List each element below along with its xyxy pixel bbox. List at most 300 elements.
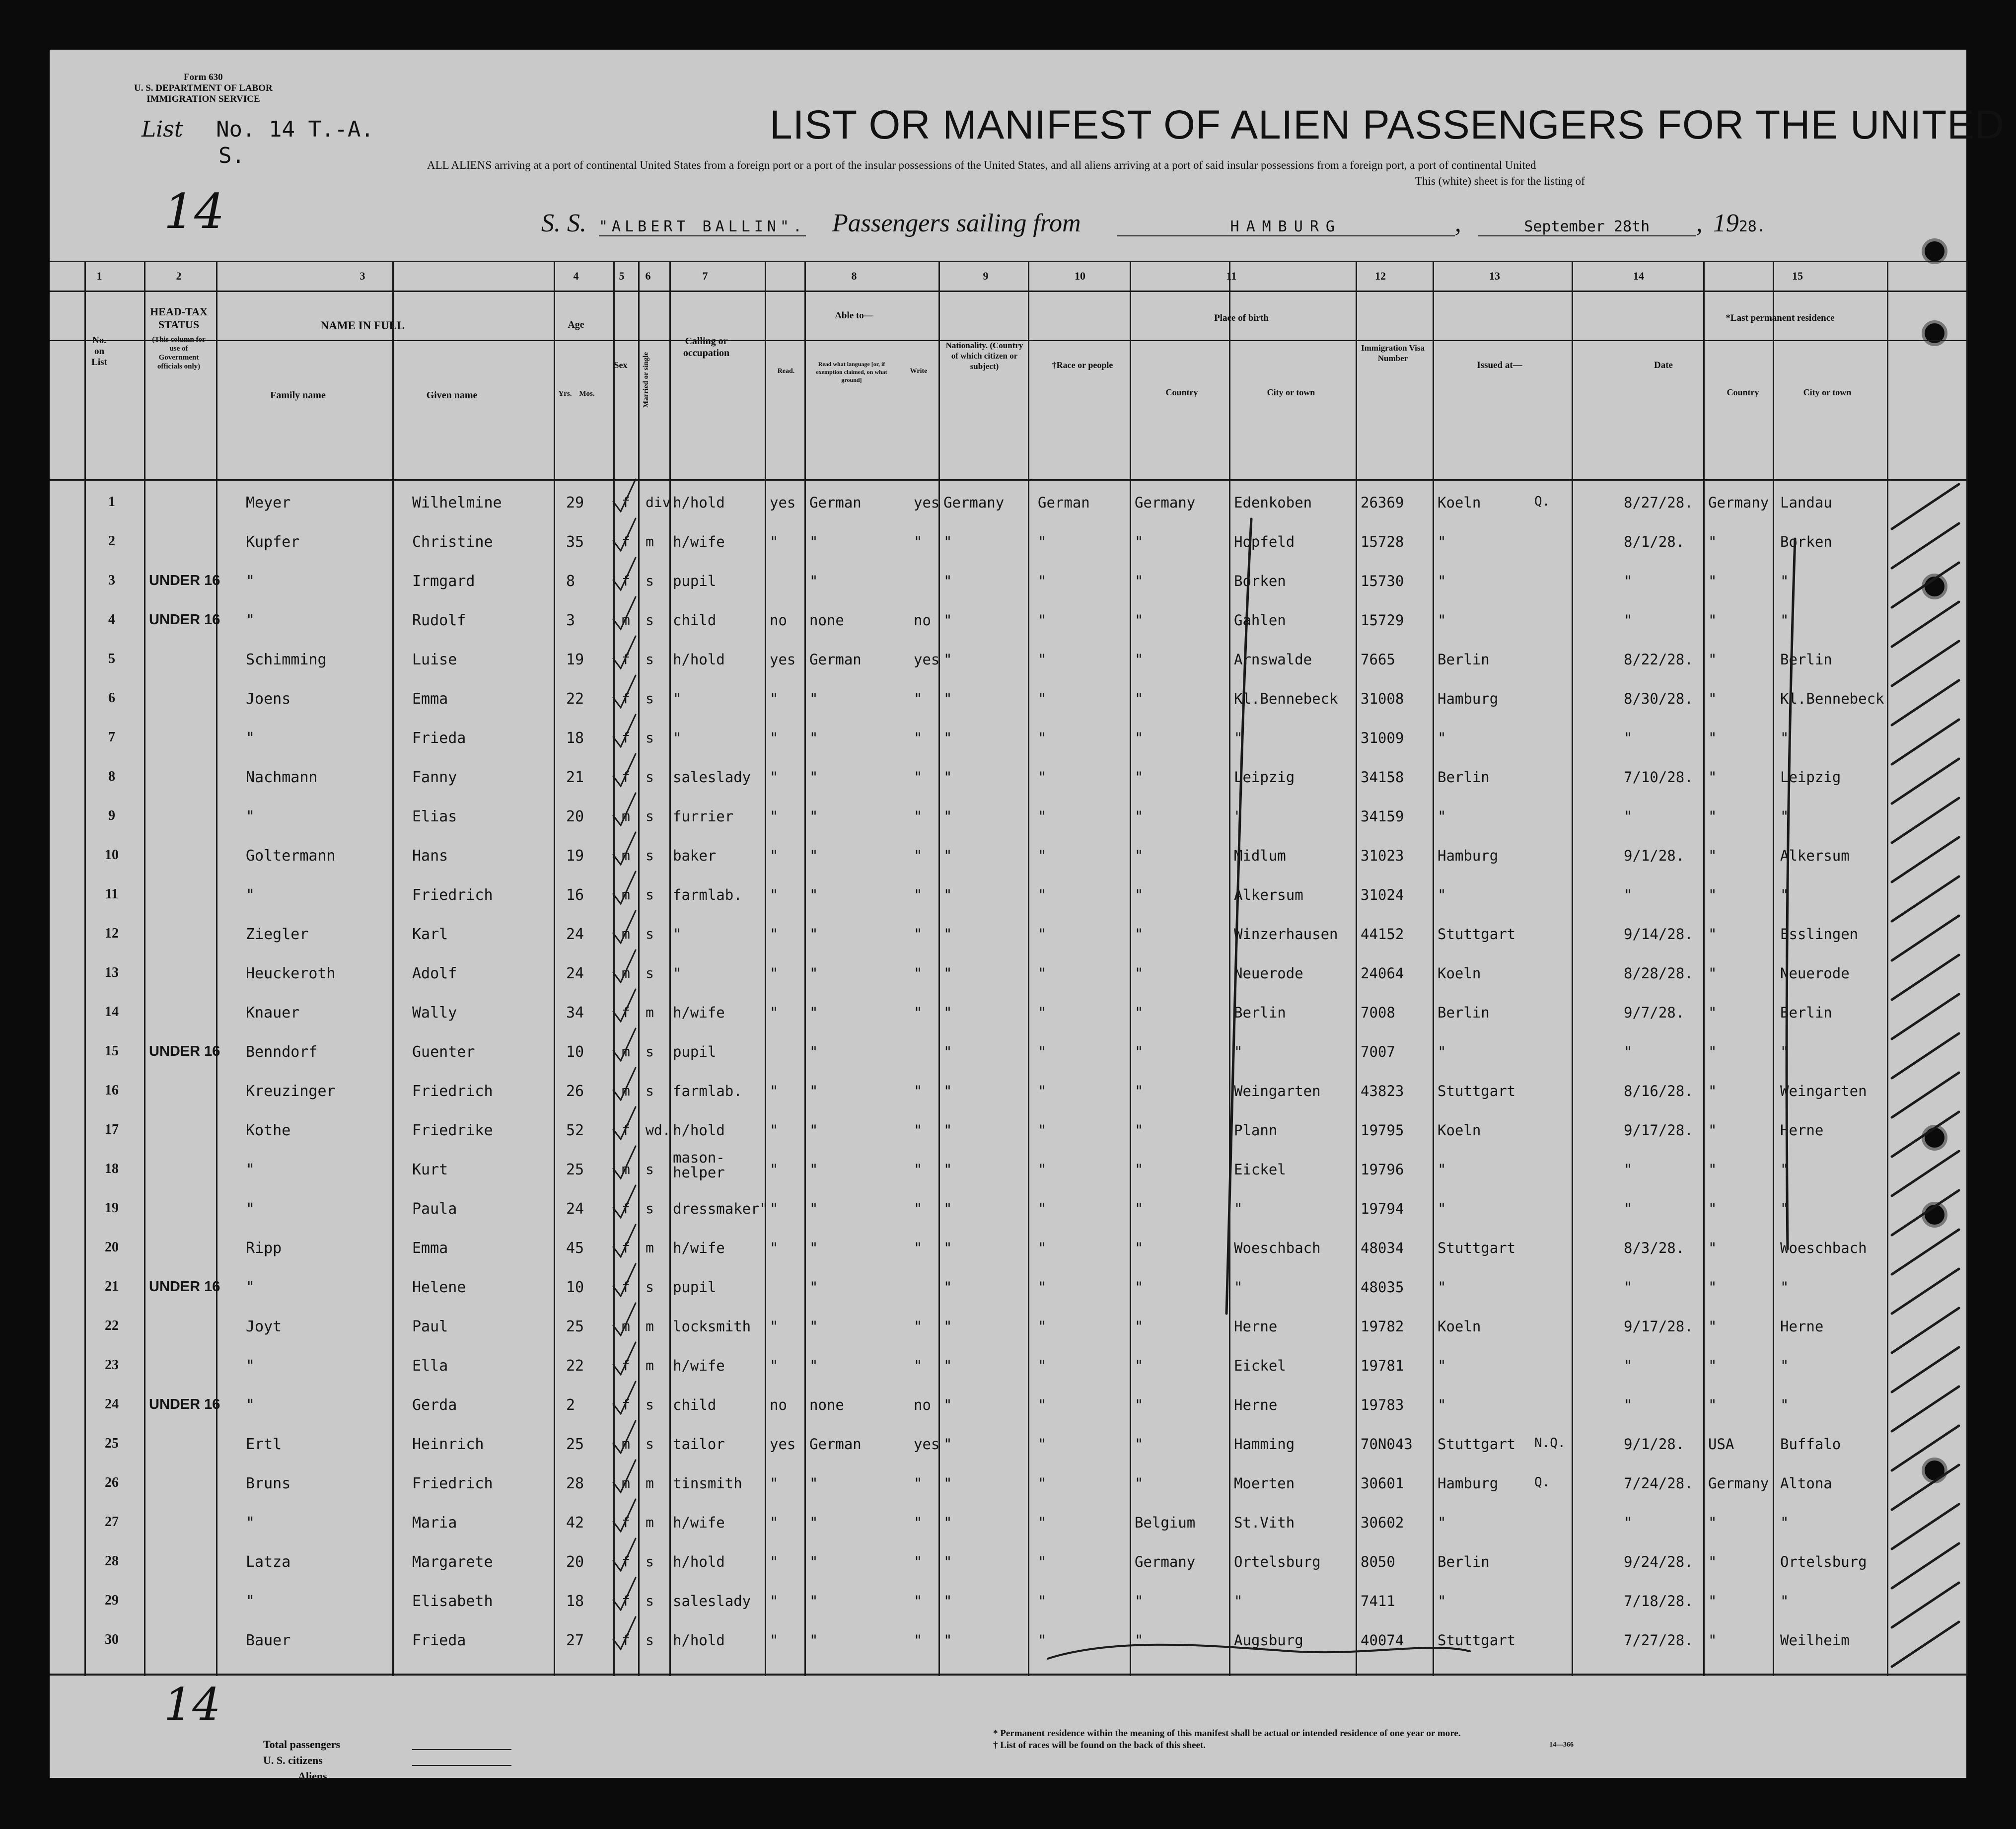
can-write: " — [914, 730, 923, 746]
sex: f — [622, 1553, 630, 1570]
check-mark — [613, 1499, 636, 1532]
check-mark — [613, 832, 636, 865]
nationality: " — [943, 886, 952, 903]
read-language: " — [809, 1553, 818, 1570]
marital-status: m — [646, 1475, 654, 1491]
read-language: " — [809, 573, 818, 589]
marital-status: s — [646, 808, 654, 824]
given-name: Emma — [412, 690, 448, 708]
can-write: " — [914, 1240, 923, 1256]
residence-city: Berlin — [1780, 651, 1832, 668]
occupation: " — [673, 690, 682, 707]
residence-country: " — [1708, 1122, 1717, 1139]
slash-mark — [1892, 523, 1959, 568]
sex: f — [622, 1514, 630, 1531]
birth-city: " — [1234, 1279, 1243, 1296]
head-tax-status: UNDER 16 — [149, 612, 220, 628]
visa-date: 8/28/28. — [1624, 965, 1693, 982]
nationality: " — [943, 1122, 952, 1139]
sex: m — [622, 926, 630, 942]
family-name: Joens — [246, 690, 291, 708]
read-language: German — [809, 494, 862, 511]
family-name: Schimming — [246, 651, 327, 668]
birth-country: " — [1135, 1200, 1144, 1217]
nationality: " — [943, 1632, 952, 1649]
can-read: " — [770, 808, 779, 825]
check-mark — [613, 1421, 636, 1453]
col-number: 6 — [645, 270, 651, 282]
row-number: 28 — [105, 1553, 119, 1569]
slash-mark — [1892, 994, 1959, 1039]
family-name: " — [246, 730, 255, 747]
visa-number: 34159 — [1361, 808, 1404, 825]
marital-status: m — [646, 1514, 654, 1531]
read-language: " — [809, 965, 818, 982]
birth-country: Germany — [1135, 494, 1196, 511]
race: " — [1038, 1632, 1047, 1649]
list-label: List — [142, 117, 183, 142]
birth-country: " — [1135, 1240, 1144, 1256]
col-number: 3 — [360, 270, 365, 282]
birth-city: Leipzig — [1234, 769, 1295, 786]
family-name: Joyt — [246, 1318, 282, 1335]
visa-number: 40074 — [1361, 1632, 1404, 1649]
row-number: 10 — [105, 847, 119, 863]
row-number: 13 — [105, 965, 119, 980]
can-read: " — [770, 1161, 779, 1178]
issued-at: Hamburg — [1438, 1475, 1499, 1492]
visa-date: " — [1624, 573, 1633, 589]
visa-date: 7/10/28. — [1624, 769, 1693, 786]
row-number: 1 — [108, 494, 115, 510]
visa-number: 70N043 — [1361, 1436, 1413, 1453]
header-family-name: Family name — [270, 390, 326, 401]
issued-at: Berlin — [1438, 1004, 1490, 1021]
given-name: Paula — [412, 1200, 457, 1218]
visa-date: " — [1624, 1200, 1633, 1217]
residence-country: " — [1708, 886, 1717, 903]
race: " — [1038, 533, 1047, 550]
birth-city: " — [1234, 730, 1243, 746]
header-age: Age — [568, 319, 584, 330]
col-number: 13 — [1489, 270, 1500, 282]
birth-city: Borken — [1234, 573, 1286, 589]
can-read: " — [770, 1240, 779, 1256]
residence-city: " — [1780, 808, 1789, 825]
residence-city: " — [1780, 573, 1789, 589]
nationality: " — [943, 730, 952, 746]
race: " — [1038, 1200, 1047, 1217]
race: " — [1038, 1396, 1047, 1413]
residence-country: " — [1708, 1043, 1717, 1060]
family-name: Bauer — [246, 1632, 291, 1649]
can-read: " — [770, 965, 779, 982]
issued-at: Berlin — [1438, 1553, 1490, 1570]
quota-status: N.Q. — [1534, 1436, 1566, 1451]
marital-status: s — [646, 1593, 654, 1609]
birth-country: Germany — [1135, 1553, 1196, 1570]
occupation: farmlab. — [673, 1083, 742, 1099]
issued-at: Koeln — [1438, 1318, 1481, 1335]
occupation: furrier — [673, 808, 734, 825]
slash-mark — [1892, 1151, 1959, 1196]
residence-city: Leipzig — [1780, 769, 1841, 786]
given-name: Christine — [412, 533, 493, 551]
visa-date: 9/1/28. — [1624, 1436, 1685, 1453]
visa-number: 48035 — [1361, 1279, 1404, 1296]
birth-city: Herne — [1234, 1396, 1278, 1413]
sex: f — [622, 1396, 630, 1413]
family-name: " — [246, 1161, 255, 1178]
given-name: Luise — [412, 651, 457, 668]
issued-at: Hamburg — [1438, 690, 1499, 707]
marital-status: s — [646, 612, 654, 628]
read-language: " — [809, 1161, 818, 1178]
check-mark — [613, 1185, 636, 1218]
can-write: " — [914, 1553, 923, 1570]
list-suffix: S. — [218, 143, 245, 168]
visa-number: 30602 — [1361, 1514, 1404, 1531]
check-mark — [613, 1068, 636, 1100]
residence-country: " — [1708, 1318, 1717, 1335]
header-age-yrs: Yrs. — [558, 390, 572, 398]
read-language: " — [809, 690, 818, 707]
family-name: " — [246, 1279, 255, 1296]
can-read: " — [770, 1004, 779, 1021]
visa-date: 7/18/28. — [1624, 1593, 1693, 1610]
residence-country: " — [1708, 1240, 1717, 1256]
visa-number: 7008 — [1361, 1004, 1395, 1021]
residence-country: " — [1708, 730, 1717, 746]
can-read: " — [770, 1553, 779, 1570]
family-name: Heuckeroth — [246, 965, 336, 982]
occupation: h/hold — [673, 651, 725, 668]
occupation: h/hold — [673, 1632, 725, 1649]
nationality: " — [943, 1279, 952, 1296]
visa-date: " — [1624, 1514, 1633, 1531]
ship-line: S. S. "ALBERT BALLIN". Passengers sailing from HAMBURG , September 28th , 1928. — [541, 209, 1766, 237]
row-number: 23 — [105, 1357, 119, 1373]
visa-date: 8/27/28. — [1624, 494, 1693, 511]
issued-at: " — [1438, 612, 1446, 629]
header-able-to: Able to— — [835, 310, 873, 321]
age-years: 42 — [566, 1514, 584, 1532]
residence-country: " — [1708, 1553, 1717, 1570]
row-number: 7 — [108, 730, 115, 745]
residence-city: Altona — [1780, 1475, 1832, 1492]
quota-status: Q. — [1534, 494, 1550, 509]
issued-at: Hamburg — [1438, 847, 1499, 864]
birth-city: St.Vith — [1234, 1514, 1295, 1531]
given-name: Wilhelmine — [412, 494, 502, 512]
issued-at: Koeln — [1438, 494, 1481, 511]
visa-number: 43823 — [1361, 1083, 1404, 1099]
race: " — [1038, 1593, 1047, 1610]
row-number: 21 — [105, 1279, 119, 1294]
can-write: " — [914, 965, 923, 982]
issued-at: " — [1438, 1357, 1446, 1374]
row-number: 17 — [105, 1122, 119, 1137]
occupation: h/wife — [673, 1514, 725, 1531]
visa-date: 9/24/28. — [1624, 1553, 1693, 1570]
race: German — [1038, 494, 1090, 511]
residence-country: " — [1708, 1004, 1717, 1021]
visa-number: 15730 — [1361, 573, 1404, 589]
page-title: LIST OR MANIFEST OF ALIEN PASSENGERS FOR THE UNITED — [770, 102, 2005, 147]
birth-city: " — [1234, 808, 1243, 825]
row-number: 20 — [105, 1240, 119, 1255]
issued-at: Stuttgart — [1438, 1436, 1516, 1453]
can-read: " — [770, 730, 779, 746]
marital-status: s — [646, 1632, 654, 1648]
row-number: 15 — [105, 1043, 119, 1059]
occupation: " — [673, 965, 682, 982]
visa-number: 31009 — [1361, 730, 1404, 746]
birth-city: Berlin — [1234, 1004, 1286, 1021]
row-number: 19 — [105, 1200, 119, 1216]
row-number: 5 — [108, 651, 115, 666]
nationality: " — [943, 1004, 952, 1021]
visa-number: 8050 — [1361, 1553, 1395, 1570]
occupation: h/wife — [673, 1240, 725, 1256]
slash-mark — [1892, 1073, 1959, 1117]
residence-country: " — [1708, 1593, 1717, 1610]
visa-number: 30601 — [1361, 1475, 1404, 1492]
age-years: 20 — [566, 1553, 584, 1571]
issued-at: " — [1438, 886, 1446, 903]
visa-date: 9/17/28. — [1624, 1122, 1693, 1139]
col-number: 8 — [851, 270, 857, 282]
nationality: " — [943, 1200, 952, 1217]
birth-city: Herne — [1234, 1318, 1278, 1335]
can-read: " — [770, 1632, 779, 1649]
age-years: 8 — [566, 573, 576, 590]
residence-city: " — [1780, 1043, 1789, 1060]
total-passengers-blank — [412, 1749, 511, 1750]
sex: f — [622, 690, 630, 707]
sex: m — [622, 965, 630, 981]
can-write: yes — [914, 1436, 940, 1453]
marital-status: m — [646, 533, 654, 550]
occupation: saleslady — [673, 769, 751, 786]
read-language: " — [809, 926, 818, 943]
header-visa-number: Immigration Visa Number — [1361, 343, 1425, 363]
race: " — [1038, 651, 1047, 668]
residence-city: Weilheim — [1780, 1632, 1850, 1649]
can-write: " — [914, 1632, 923, 1649]
read-language: " — [809, 1083, 818, 1099]
residence-city: " — [1780, 1279, 1789, 1296]
issued-at: " — [1438, 533, 1446, 550]
row-number: 27 — [105, 1514, 119, 1530]
occupation: " — [673, 730, 682, 746]
can-read: " — [770, 1122, 779, 1139]
list-number: No. 14 T.-A. — [216, 117, 374, 142]
can-read: " — [770, 886, 779, 903]
given-name: Kurt — [412, 1161, 448, 1178]
residence-city: Borken — [1780, 533, 1832, 550]
check-mark — [613, 1342, 636, 1375]
visa-number: 31008 — [1361, 690, 1404, 707]
birth-city: Hamming — [1234, 1436, 1295, 1453]
occupation: tailor — [673, 1436, 725, 1453]
col-number: 5 — [619, 270, 625, 282]
slash-mark — [1892, 1583, 1959, 1627]
can-read: " — [770, 1475, 779, 1492]
birth-city: Augsburg — [1234, 1632, 1303, 1649]
visa-date: 7/24/28. — [1624, 1475, 1693, 1492]
visa-date: 8/30/28. — [1624, 690, 1693, 707]
birth-country: " — [1135, 533, 1144, 550]
residence-city: " — [1780, 612, 1789, 629]
read-language: " — [809, 1279, 818, 1296]
age-years: 22 — [566, 1357, 584, 1375]
slash-mark — [1892, 798, 1959, 843]
race: " — [1038, 1279, 1047, 1296]
issued-at: " — [1438, 1161, 1446, 1178]
slash-mark — [1892, 837, 1959, 882]
read-language: " — [809, 730, 818, 746]
birth-city: Weingarten — [1234, 1083, 1321, 1099]
age-years: 26 — [566, 1083, 584, 1100]
age-years: 25 — [566, 1318, 584, 1335]
visa-number: 26369 — [1361, 494, 1404, 511]
slash-mark — [1892, 641, 1959, 686]
visa-number: 34158 — [1361, 769, 1404, 786]
can-write: " — [914, 1122, 923, 1139]
year-suffix: 28. — [1738, 218, 1766, 235]
family-name: " — [246, 1514, 255, 1532]
slash-mark — [1892, 1426, 1959, 1470]
row-number: 11 — [105, 886, 119, 902]
residence-city: Woeschbach — [1780, 1240, 1867, 1256]
nationality: " — [943, 690, 952, 707]
marital-status: div. — [646, 494, 679, 511]
race: " — [1038, 926, 1047, 943]
read-language: German — [809, 651, 862, 668]
race: " — [1038, 1122, 1047, 1139]
age-years: 21 — [566, 769, 584, 786]
row-number: 25 — [105, 1436, 119, 1451]
slash-mark — [1892, 1230, 1959, 1274]
read-language: " — [809, 1593, 818, 1610]
birth-city: Arnswalde — [1234, 651, 1312, 668]
can-read: " — [770, 1593, 779, 1610]
birth-country: " — [1135, 1318, 1144, 1335]
can-write: " — [914, 886, 923, 903]
family-name: Ripp — [246, 1240, 282, 1257]
visa-date: " — [1624, 886, 1633, 903]
header-read-language: Read what language [or, if exemption claimed, on what ground] — [816, 361, 887, 383]
given-name: Friedrich — [412, 1083, 493, 1100]
can-write: " — [914, 1161, 923, 1178]
visa-date: 7/27/28. — [1624, 1632, 1693, 1649]
manifest-footer — [50, 1679, 1966, 1782]
quota-status: Q. — [1534, 1475, 1550, 1490]
sex: f — [622, 1593, 630, 1609]
slash-mark — [1892, 759, 1959, 804]
age-years: 29 — [566, 494, 584, 512]
age-years: 2 — [566, 1396, 576, 1414]
age-years: 3 — [566, 612, 576, 629]
marital-status: s — [646, 1200, 654, 1217]
check-mark — [613, 1460, 636, 1492]
visa-date: 8/16/28. — [1624, 1083, 1693, 1099]
visa-number: 7665 — [1361, 651, 1395, 668]
departure-date: September 28th — [1478, 218, 1696, 236]
can-read: " — [770, 690, 779, 707]
family-name: Ertl — [246, 1436, 282, 1453]
check-mark — [613, 911, 636, 943]
family-name: Knauer — [246, 1004, 300, 1022]
issued-at: Stuttgart — [1438, 926, 1516, 943]
visa-number: 7007 — [1361, 1043, 1395, 1060]
header-residence-city: City or town — [1803, 387, 1852, 397]
can-write: " — [914, 926, 923, 943]
read-language: " — [809, 1200, 818, 1217]
read-language: " — [809, 1632, 818, 1649]
ship-name: "ALBERT BALLIN". — [599, 218, 806, 235]
subtitle-note: This (white) sheet is for the listing of — [1415, 175, 1585, 187]
occupation: pupil — [673, 573, 717, 589]
birth-city: Neuerode — [1234, 965, 1303, 982]
marital-status: s — [646, 1043, 654, 1060]
sex: m — [622, 886, 630, 903]
head-tax-status: UNDER 16 — [149, 1279, 220, 1295]
given-name: Friedrike — [412, 1122, 493, 1139]
birth-city: Kl.Bennebeck — [1234, 690, 1338, 707]
visa-number: 19795 — [1361, 1122, 1404, 1139]
header-residence-country: Country — [1727, 387, 1759, 397]
can-read: yes — [770, 494, 796, 511]
visa-date: " — [1624, 1357, 1633, 1374]
nationality: " — [943, 1357, 952, 1374]
sex: m — [622, 1318, 630, 1334]
age-years: 20 — [566, 808, 584, 825]
residence-city: Alkersum — [1780, 847, 1850, 864]
slash-mark — [1892, 1190, 1959, 1235]
form-line: Form 630 — [184, 72, 223, 82]
header-visa-date: Date — [1654, 360, 1673, 370]
race: " — [1038, 1043, 1047, 1060]
occupation: h/hold — [673, 494, 725, 511]
marital-status: s — [646, 1396, 654, 1413]
sex: f — [622, 1240, 630, 1256]
residence-city: " — [1780, 1161, 1789, 1178]
col-number: 10 — [1075, 270, 1085, 282]
marital-status: s — [646, 730, 654, 746]
race: " — [1038, 1318, 1047, 1335]
handwritten-list-number: 14 — [164, 184, 225, 239]
residence-country: " — [1708, 1083, 1717, 1099]
can-read: yes — [770, 1436, 796, 1453]
vertical-ditto-stroke — [1226, 519, 1251, 1314]
header-birth-city: City or town — [1267, 387, 1315, 397]
col-number: 1 — [96, 270, 102, 282]
marital-status: s — [646, 1436, 654, 1452]
occupation: dressmaker" — [673, 1200, 769, 1217]
row-number: 3 — [108, 573, 115, 588]
occupation: child — [673, 612, 717, 629]
given-name: Ella — [412, 1357, 448, 1375]
occupation: locksmith — [673, 1318, 751, 1335]
nationality: " — [943, 1161, 952, 1178]
given-name: Elisabeth — [412, 1593, 493, 1610]
visa-number: 48034 — [1361, 1240, 1404, 1256]
occupation: baker — [673, 847, 717, 864]
can-read: " — [770, 1083, 779, 1099]
nationality: " — [943, 533, 952, 550]
